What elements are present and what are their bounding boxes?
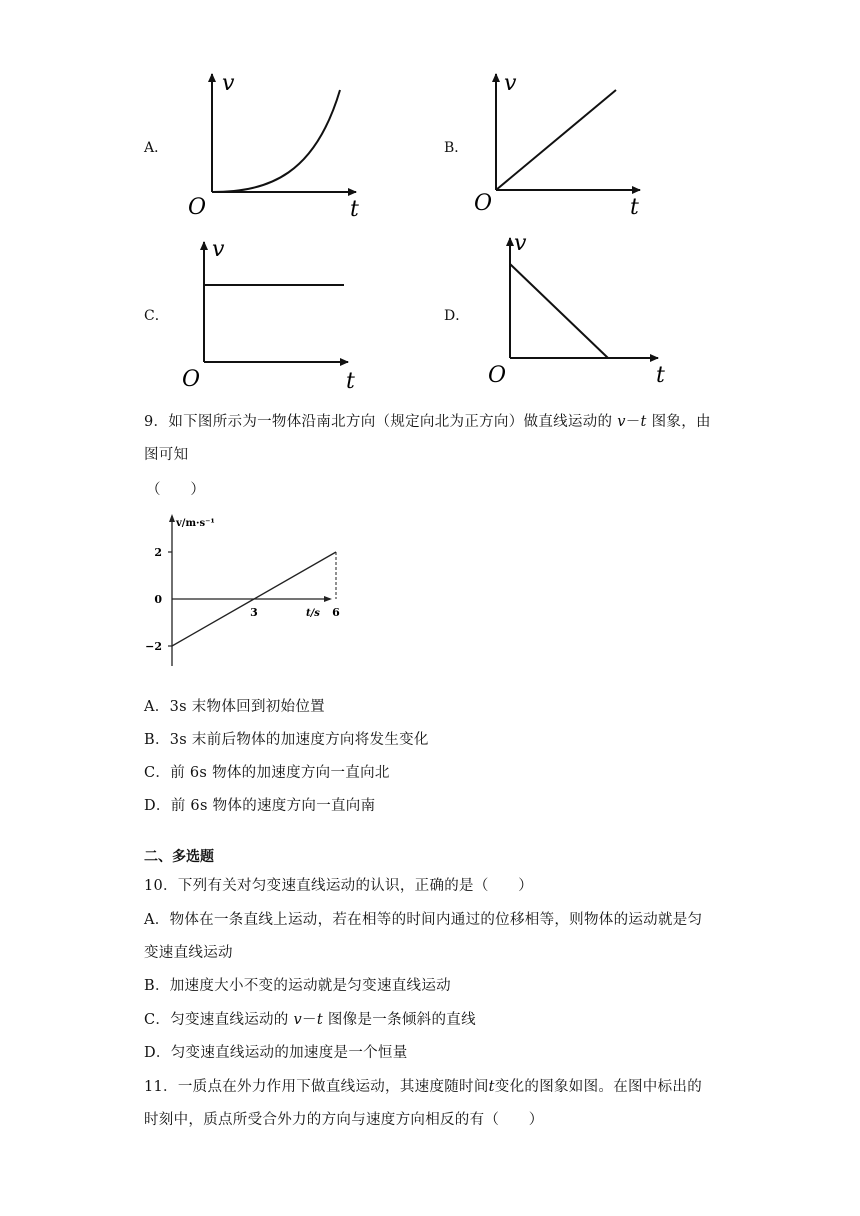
chart-y-tick-label: 2 (154, 546, 162, 559)
q9-option-b: B．3s 末前后物体的加速度方向将发生变化 (144, 732, 429, 748)
y-axis-label: v (504, 71, 517, 96)
line (496, 90, 616, 190)
chart-y-tick-label: −2 (145, 640, 162, 653)
q10-stem: 10．下列有关对匀变速直线运动的认识，正确的是（ ） (144, 878, 534, 894)
x-axis-label: t (350, 197, 359, 220)
q9-stem-line2: 图可知 (144, 447, 189, 463)
option-d-graph (480, 230, 670, 390)
chart-y-arrow (169, 514, 175, 522)
q9-option-d: D．前 6s 物体的速度方向一直向南 (144, 798, 376, 814)
y-axis-label: v (514, 231, 527, 256)
q11-stem-text-tail: 变化的图象如图。在图中标出的 (494, 1079, 702, 1095)
q11-t-symbol: t (488, 1079, 495, 1095)
q9-stem-text-tail: 图象，由 (646, 414, 711, 430)
origin-label: O (488, 363, 507, 388)
q9-t-symbol: t (640, 414, 647, 430)
x-axis-label: t (346, 369, 355, 394)
q10-option-a-line2: 变速直线运动 (144, 945, 233, 961)
q10-option-d: D．匀变速直线运动的加速度是一个恒量 (144, 1045, 408, 1061)
q10-option-c (144, 1008, 476, 1029)
chart-y-tick-label: 0 (154, 593, 162, 606)
q9-v-symbol: v (617, 414, 626, 430)
option-a-label: A． (144, 140, 169, 156)
q10-option-a-line1: A．物体在一条直线上运动，若在相等的时间内通过的位移相等，则物体的运动就是匀 (144, 912, 703, 928)
chart-x-label: t/s (306, 608, 320, 619)
q9-option-a: A．3s 末物体回到初始位置 (144, 699, 325, 715)
q11-stem-text: 11．一质点在外力作用下做直线运动，其速度随时间 (144, 1079, 489, 1095)
q9-answer-blank: （ ） (146, 482, 206, 498)
y-axis-label: v (212, 237, 225, 262)
q10-option-b: B．加速度大小不变的运动就是匀变速直线运动 (144, 978, 451, 994)
chart-x-tick-label: 3 (250, 606, 258, 619)
q11-stem-line2: 时刻中，质点所受合外力的方向与速度方向相反的有（ ） (144, 1112, 544, 1128)
origin-label: O (474, 191, 493, 216)
origin-label: O (188, 195, 207, 220)
chart-x-tick-label: 6 (332, 606, 340, 619)
q10-v-symbol: v (293, 1012, 303, 1028)
chart-x-arrow (324, 596, 332, 602)
q9-dash: － (625, 414, 641, 430)
option-a-graph (180, 66, 370, 220)
q9-stem-line1 (144, 410, 711, 431)
chart-y-label: v/m·s⁻¹ (176, 518, 215, 529)
section-title-multi-choice: 二、多选题 (144, 849, 214, 865)
q10-t-symbol: t (316, 1012, 323, 1028)
y-axis-label: v (222, 71, 235, 96)
option-c-label: C． (144, 308, 169, 324)
q10-dash: － (302, 1012, 317, 1028)
option-b-label: B． (444, 140, 469, 156)
option-c-graph (176, 234, 366, 394)
option-d-label: D． (444, 308, 470, 324)
line (510, 264, 608, 358)
q11-stem-line1 (144, 1075, 702, 1096)
q10-option-c-tail: 图像是一条倾斜的直线 (322, 1012, 476, 1028)
q10-option-c-text: C．匀变速直线运动的 (144, 1012, 294, 1028)
x-axis-label: t (656, 363, 665, 388)
option-b-graph (466, 66, 656, 220)
q9-option-c: C．前 6s 物体的加速度方向一直向北 (144, 765, 390, 781)
x-axis-label: t (630, 195, 639, 220)
q9-vt-chart (140, 508, 340, 673)
origin-label: O (182, 367, 201, 392)
q9-stem-text: 9．如下图所示为一物体沿南北方向（规定向北为正方向）做直线运动的 (144, 414, 618, 430)
curve (212, 90, 340, 192)
